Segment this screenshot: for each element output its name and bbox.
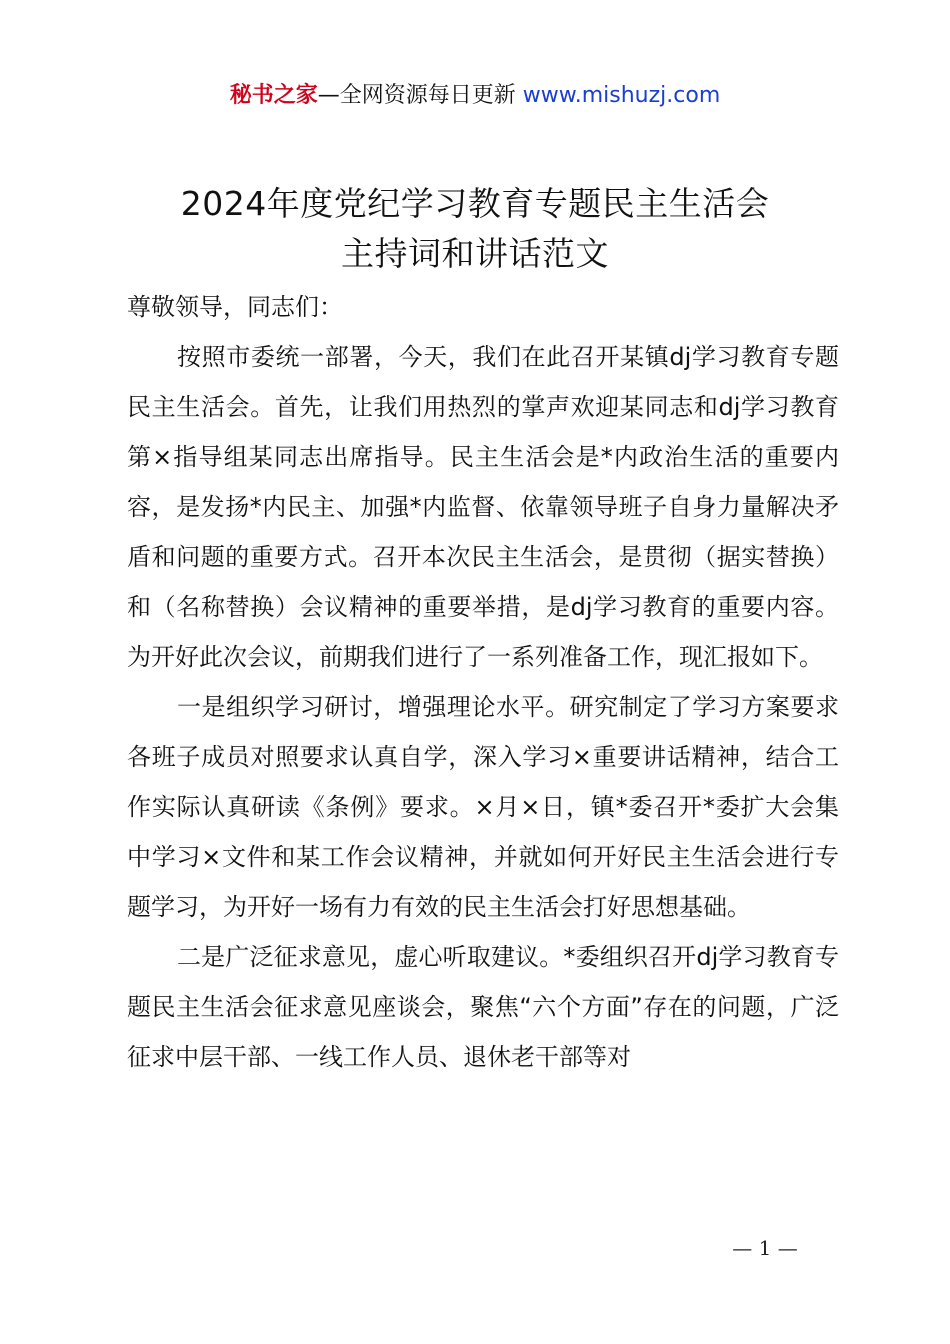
paragraph-2: 一是组织学习研讨，增强理论水平。研究制定了学习方案要求各班子成员对照要求认真自学，深入学习×重要讲话精神，结合工作实际认真研读《条例》要求。×月×日，镇*委召开*委扩大会集中学习×文件和某工作会议精神，并就如何开好民主生活会进行专题学习，为开好一场有力有效的民主生活会打好思想基础。 [127, 693, 839, 921]
document-title-line-2: 主持词和讲话范文 [341, 234, 609, 273]
site-tagline: —全网资源每日更新 [317, 83, 523, 108]
site-brand: 秘书之家 [229, 83, 318, 108]
site-header [0, 80, 950, 112]
site-url-link[interactable]: www.mishuzj.com [522, 83, 721, 108]
document-body [127, 282, 839, 1082]
paragraph-1: 按照市委统一部署，今天，我们在此召开某镇dj学习教育专题民主生活会。首先，让我们用热烈的掌声欢迎某同志和dj学习教育第×指导组某同志出席指导。民主生活会是*内政治生活的重要内容，是发扬*内民主、加强*内监督、依靠领导班子自身力量解决矛盾和问题的重要方式。召开本次民主生活会，是贯彻（据实替换）和（名称替换）会议精神的重要举措，是dj学习教育的重要内容。为开好此次会议，前期我们进行了一系列准备工作，现汇报如下。 [127, 343, 839, 671]
document-title-line-1: 2024年度党纪学习教育专题民主生活会 [180, 184, 770, 223]
salutation: 尊敬领导，同志们： [127, 293, 343, 321]
page-number: — 1 — [732, 1236, 798, 1260]
paragraph-3: 二是广泛征求意见，虚心听取建议。*委组织召开dj学习教育专题民主生活会征求意见座谈会，聚焦“六个方面”存在的问题，广泛征求中层干部、一线工作人员、退休老干部等对 [127, 943, 839, 1071]
